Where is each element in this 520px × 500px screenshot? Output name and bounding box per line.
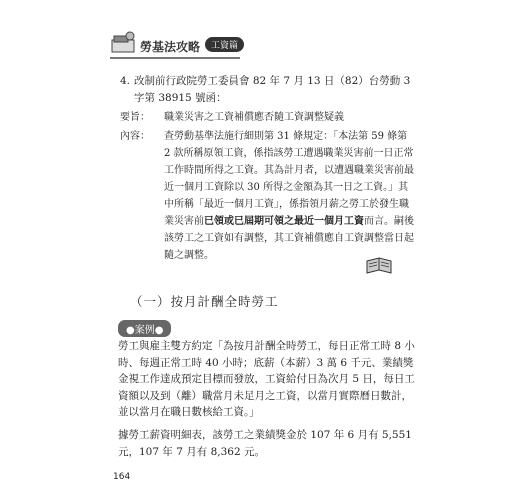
section4 [120, 73, 420, 107]
header-rule [110, 57, 240, 59]
content-part1: 查勞動基準法施行細則第 31 條規定：「本法第 59 條第 2 款所稱原領工資，係指該勞工遭遇職業災害前一日正常工作時間所得之工資。其為計月者，以遭遇職業災害前最近一個月工資除以 30 所得之金額為其一日之工資。」其中所稱「最近一個月工資」，係指領月薪之勞工於發生職業災害前 [164, 131, 414, 227]
gist-label: 要旨： [120, 112, 150, 123]
subsection-title: （一）按月計酬全時勞工 [130, 294, 279, 309]
case-tag: ●案例● [118, 320, 171, 337]
gist-row [120, 109, 420, 126]
book-stack-icon [110, 30, 138, 56]
main-content [120, 73, 420, 264]
page-number: 164 [113, 472, 131, 482]
content-label: 內容： [120, 131, 150, 142]
gist-text: 職業災害之工資補償應否隨工資調整疑義 [164, 112, 344, 123]
header [110, 30, 250, 70]
case-body [118, 338, 418, 421]
content-row [120, 128, 420, 264]
section4-text: 改制前行政院勞工委員會 82 年 7 月 13 日（82）台勞動 3 字第 38915 號函： [134, 75, 411, 104]
open-book-icon [365, 255, 393, 277]
case-text: 勞工與雇主雙方約定「為按月計酬全時勞工，每日正常工時 8 小時、每週正常工時 40 小時；底薪（本薪）3 萬 6 千元、業績獎金視工作達成預定目標而發放，工資給付日為次月 5 日，每日工資額以及到（離）職當月未足月之工資，以當月實際曆日數計，並以當月在職日數核給工資。」 [118, 340, 415, 418]
footer-text: 據勞工薪資明細表，該勞工之業績獎金於 107 年 6 月有 5,551 元，107 年 7 月有 8,362 元。 [118, 429, 412, 458]
case-box [118, 320, 415, 420]
footer-text-block [118, 427, 418, 461]
content-part2: 而言。嗣後該勞工之工資如有調整，其工資補償應自工資調整當日起隨之調整。 [164, 216, 414, 261]
content-bold1: 已領或已屆期可領之最近一個月工資 [204, 216, 364, 227]
content-text [164, 128, 414, 264]
section4-number: 4. [120, 75, 131, 87]
header-tag: 工資篇 [205, 37, 244, 52]
header-title: 勞基法攻略 [140, 40, 201, 54]
